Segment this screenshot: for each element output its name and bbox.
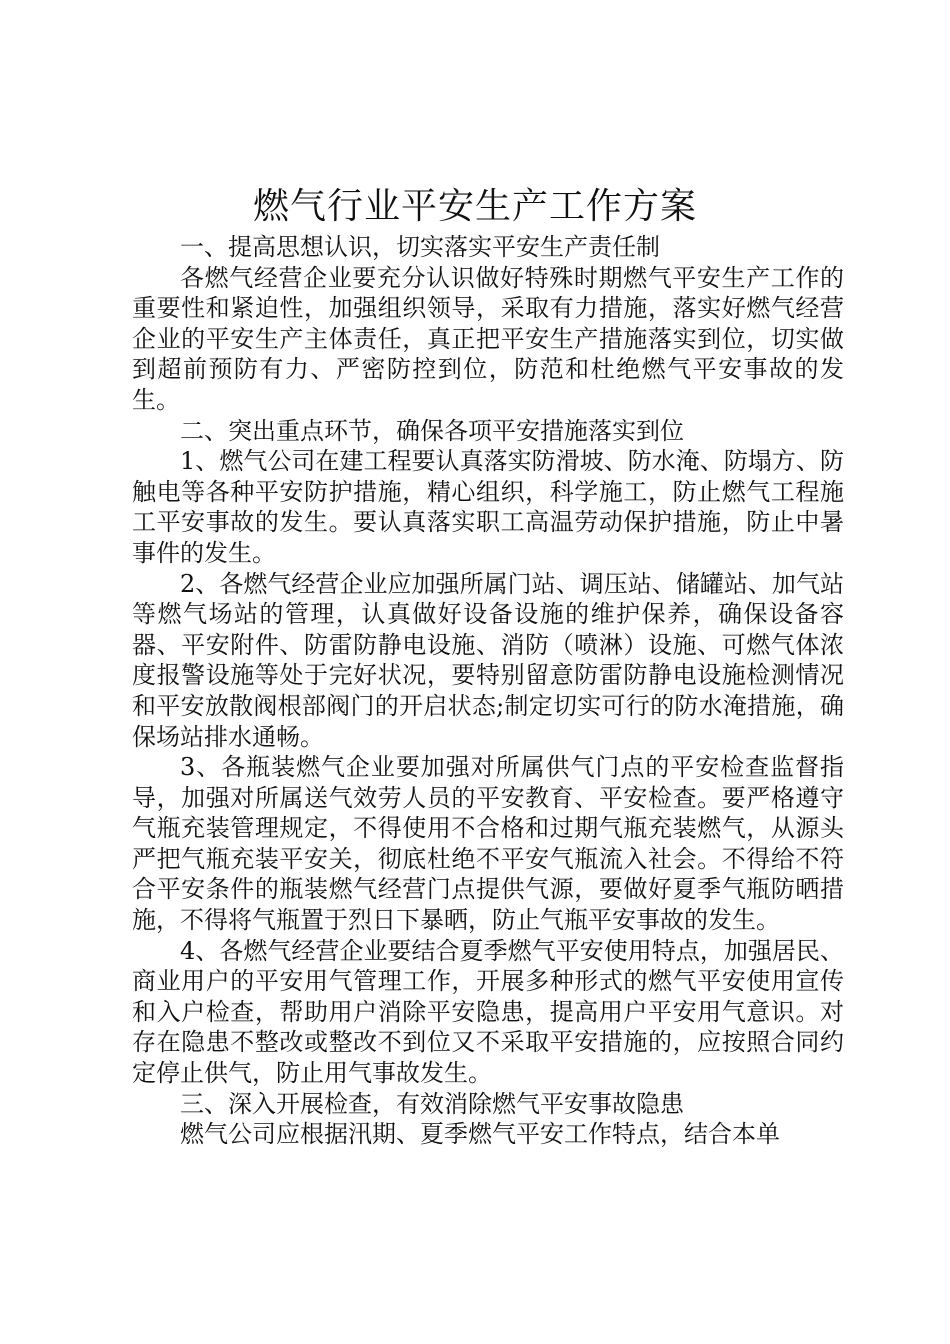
- document-title: 燃气行业平安生产工作方案: [252, 186, 697, 227]
- body-paragraph: 3、各瓶装燃气企业要加强对所属供气门点的平安检查监督指导，加强对所属送气效劳人员的平安教育、平安检查。要严格遵守气瓶充装管理规定，不得使用不合格和过期气瓶充装燃气，从源头严把气瓶充装平安关，彻底杜绝不平安气瓶流入社会。不得给不符合平安条件的瓶装燃气经营门点提供气源，要做好夏季气瓶防晒措施，不得将气瓶置于烈日下暴晒，防止气瓶平安事故的发生。: [132, 753, 844, 935]
- section-heading-3: 三、深入开展检查，有效消除燃气平安事故隐患: [180, 1089, 684, 1118]
- body-paragraph: 4、各燃气经营企业要结合夏季燃气平安使用特点，加强居民、商业用户的平安用气管理工作，开展多种形式的燃气平安使用宣传和入户检查，帮助用户消除平安隐患，提高用户平安用气意识。对存在隐患不整改或整改不到位又不采取平安措施的，应按照合同约定停止供气，防止用气事故发生。: [132, 936, 844, 1088]
- section-heading-2: 二、突出重点环节，确保各项平安措施落实到位: [180, 416, 684, 445]
- body-paragraph: 1、燃气公司在建工程要认真落实防滑坡、防水淹、防塌方、防触电等各种平安防护措施，精心组织，科学施工，防止燃气工程施工平安事故的发生。要认真落实职工高温劳动保护措施，防止中暑事件的发生。: [132, 447, 844, 567]
- body-paragraph: 各燃气经营企业要充分认识做好特殊时期燃气平安生产工作的重要性和紧迫性，加强组织领导，采取有力措施，落实好燃气经营企业的平安生产主体责任，真正把平安生产措施落实到位，切实做到超前预防有力、严密防控到位，防范和杜绝燃气平安事故的发生。: [132, 263, 844, 414]
- document-body: [132, 232, 844, 1150]
- section-heading-1: 一、提高思想认识，切实落实平安生产责任制: [180, 233, 660, 261]
- body-paragraph: 2、各燃气经营企业应加强所属门站、调压站、储罐站、加气站等燃气场站的管理，认真做好设备设施的维护保养，确保设备容器、平安附件、防雷防静电设施、消防（喷淋）设施、可燃气体浓度报警设施等处于完好状况，要特别留意防雷防静电设施检测情况和平安放散阀根部阀门的开启状态;制定切实可行的防水淹措施，确保场站排水通畅。: [132, 569, 844, 751]
- body-paragraph: 燃气公司应根据汛期、夏季燃气平安工作特点，结合本单: [180, 1120, 780, 1149]
